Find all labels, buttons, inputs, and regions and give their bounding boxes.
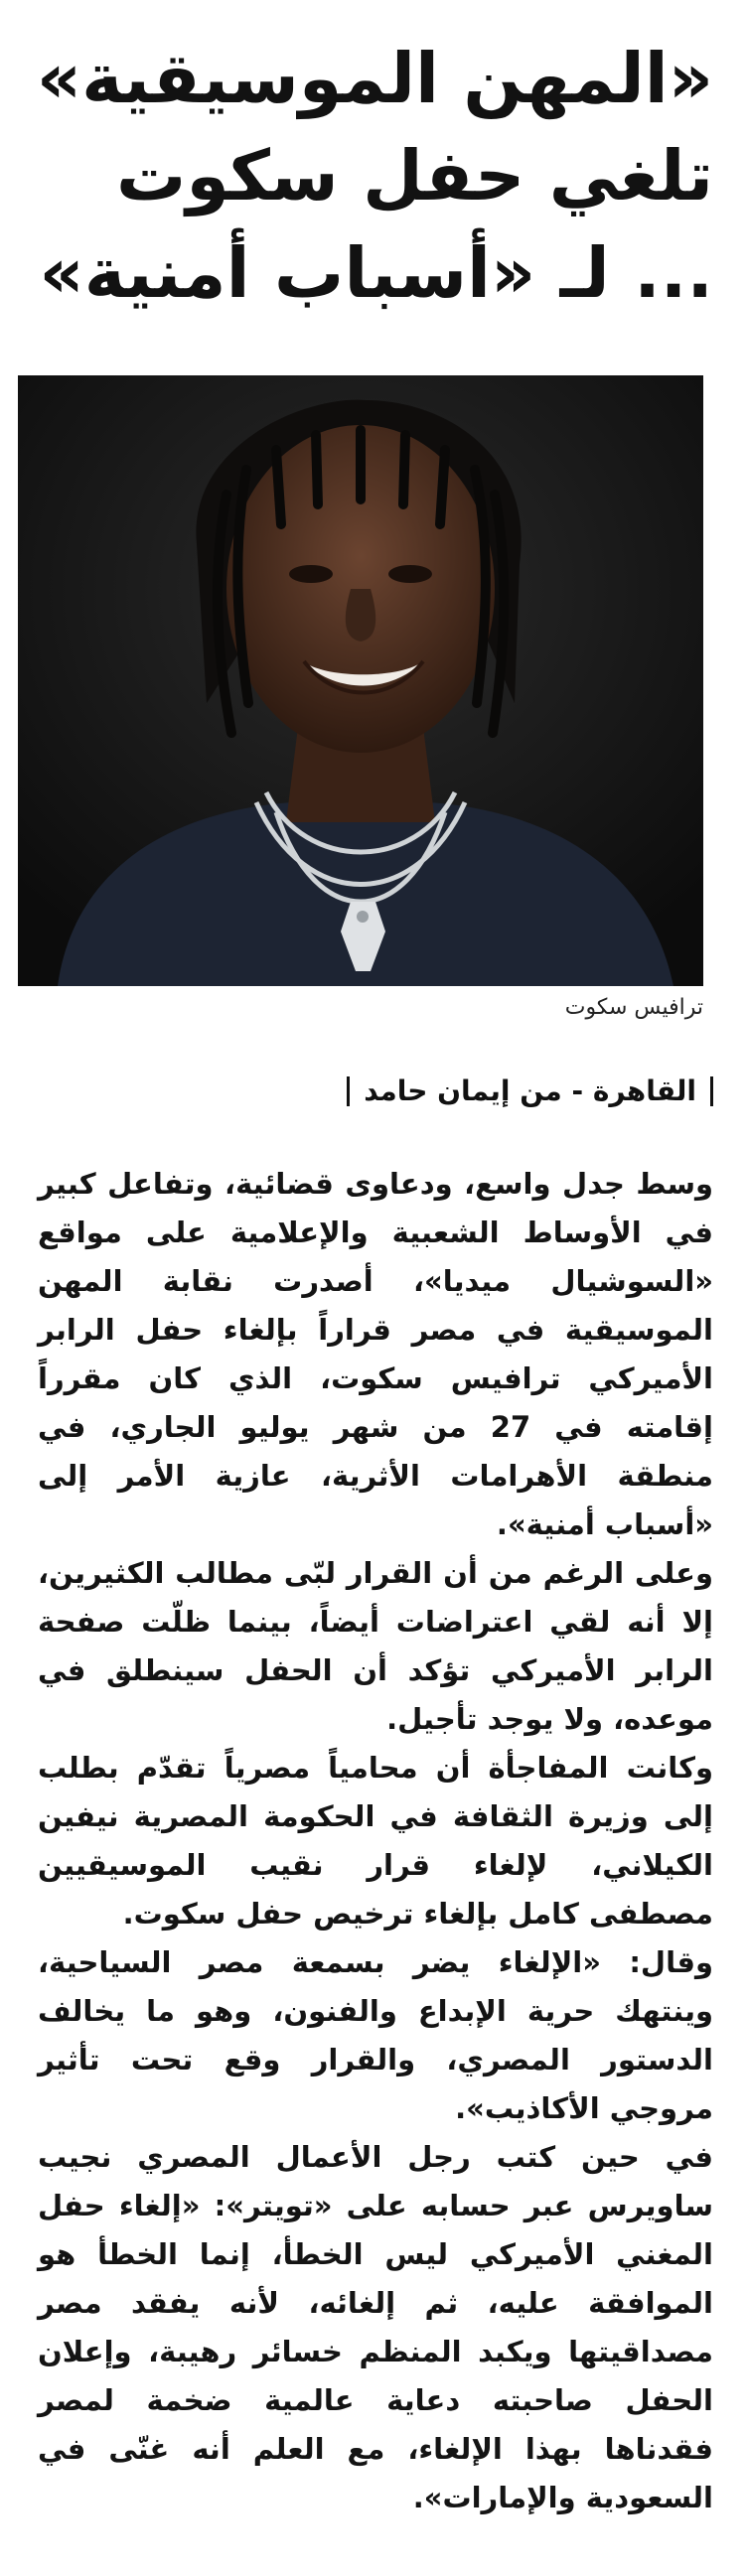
byline-text: القاهرة - من إيمان حامد: [364, 1074, 696, 1107]
article-headline: [28, 30, 713, 322]
portrait-image: [18, 375, 703, 986]
byline-divider-right: [710, 1076, 713, 1106]
paragraph: وكانت المفاجأة أن محامياً مصرياً تقدّم بطلب إلى وزيرة الثقافة في الحكومة المصرية نيفين الكيلاني، لإلغاء قرار نقيب الموسيقيين مصطفى كامل بإلغاء ترخيص حفل سكوت.: [38, 1751, 713, 1931]
paragraph: وقال: «الإلغاء يضر بسمعة مصر السياحية، وينتهك حرية الإبداع والفنون، وهو ما يخالف الدستور المصري، والقرار وقع تحت تأثير مروجي الأكاذيب».: [38, 1945, 713, 2125]
paragraph: في حين كتب رجل الأعمال المصري نجيب ساويرس عبر حسابه على «تويتر»: «إلغاء حفل المغني الأميركي ليس الخطأ، إنما الخطأ هو الموافقة عليه، ثم إلغائه، لأنه يفقد مصر مصداقيتها ويكبد المنظم خسائر رهيبة، وإعلان الحفل صاحبته دعاية عالمية ضخمة لمصر فقدناها بهذا الإلغاء، مع العلم أنه غنّى في السعودية والإمارات».: [38, 2140, 713, 2514]
paragraph: وعلى الرغم من أن القرار لبّى مطالب الكثيرين، إلا أنه لقي اعتراضات أيضاً، بينما ظلّت صفحة الرابر الأميركي تؤكد أن الحفل سينطلق في موعده، ولا يوجد تأجيل.: [38, 1556, 713, 1736]
headline-line-1: «المهن الموسيقية»: [36, 38, 713, 119]
article-photo: [18, 375, 703, 986]
byline: [347, 1074, 713, 1107]
byline-divider-left: [347, 1076, 350, 1106]
photo-caption: ترافيس سكوت: [564, 995, 703, 1020]
article-body: [38, 1160, 713, 2522]
headline-line-2: تلغي حفل سكوت: [115, 135, 713, 216]
paragraph: وسط جدل واسع، ودعاوى قضائية، وتفاعل كبير في الأوساط الشعبية والإعلامية على مواقع «السوشيال ميديا»، أصدرت نقابة المهن الموسيقية في مصر قراراً بإلغاء حفل الرابر الأميركي ترافيس سكوت، الذي كان مقرراً إقامته في 27 من شهر يوليو الجاري، في منطقة الأهرامات الأثرية، عازية الأمر إلى «أسباب أمنية».: [38, 1167, 713, 1541]
headline-line-3: ... لـ «أسباب أمنية»: [39, 232, 713, 314]
